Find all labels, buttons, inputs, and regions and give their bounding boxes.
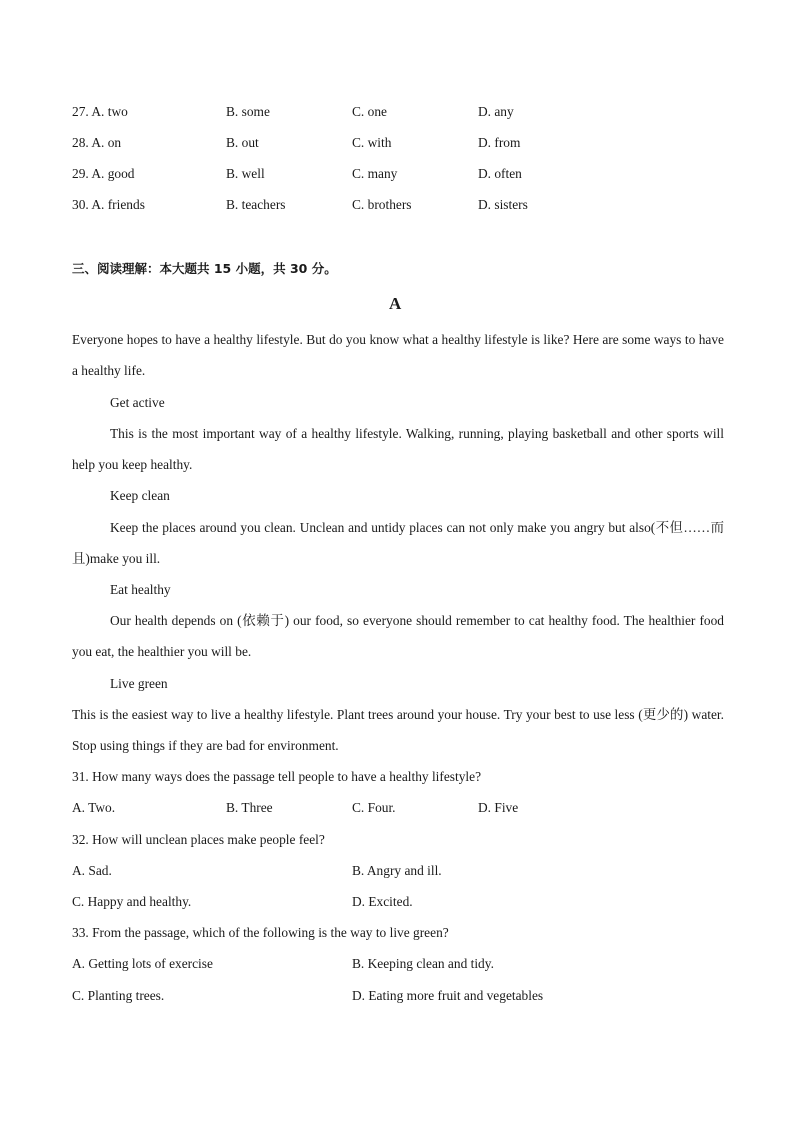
passage-intro: Everyone hopes to have a healthy lifestyle. But do you know what a healthy lifestyle is like? Here are some ways to have a healthy life. <box>72 332 724 378</box>
option-row-27 <box>72 104 732 122</box>
option-a: 27. A. two <box>72 104 128 119</box>
question-33-options-row2 <box>72 988 732 1006</box>
option-d: D. from <box>478 135 521 150</box>
question-33-stem: 33. From the passage, which of the following is the way to live green? <box>72 925 449 940</box>
option-c: C. Four. <box>352 800 396 815</box>
section-heading-get-active: Get active <box>110 395 165 410</box>
question-32-options-row1 <box>72 863 732 881</box>
option-a: 30. A. friends <box>72 197 145 212</box>
question-32-stem: 32. How will unclean places make people feel? <box>72 832 325 847</box>
option-c: C. Happy and healthy. <box>72 894 192 909</box>
option-b: B. Angry and ill. <box>352 863 442 878</box>
option-d: D. Excited. <box>352 894 413 909</box>
section-text-keep-clean: Keep the places around you clean. Unclean and untidy places can not only make you angry but also(不但……而且)make you ill. <box>72 520 724 566</box>
option-d: D. any <box>478 104 514 119</box>
option-d: D. sisters <box>478 197 528 212</box>
option-c: C. many <box>352 166 398 181</box>
option-c: C. Planting trees. <box>72 988 165 1003</box>
option-c: C. brothers <box>352 197 412 212</box>
question-31-options <box>72 800 732 818</box>
option-a: A. Sad. <box>72 863 112 878</box>
option-b: B. some <box>226 104 270 119</box>
option-a: A. Getting lots of exercise <box>72 956 213 971</box>
option-d: D. often <box>478 166 522 181</box>
option-c: C. one <box>352 104 387 119</box>
option-b: B. Three <box>226 800 273 815</box>
option-row-28 <box>72 135 732 153</box>
option-b: B. teachers <box>226 197 286 212</box>
option-b: B. well <box>226 166 265 181</box>
passage-title: A <box>389 294 402 313</box>
option-row-29 <box>72 166 732 184</box>
option-a: 28. A. on <box>72 135 122 150</box>
section-heading-eat-healthy: Eat healthy <box>110 582 171 597</box>
option-d: D. Eating more fruit and vegetables <box>352 988 544 1003</box>
section-heading: 三、阅读理解：本大题共 15 小题，共 30 分。 <box>72 261 337 276</box>
section-heading-live-green: Live green <box>110 676 168 691</box>
option-row-30 <box>72 197 732 215</box>
option-b: B. Keeping clean and tidy. <box>352 956 494 971</box>
section-heading-keep-clean: Keep clean <box>110 488 170 503</box>
question-32-options-row2 <box>72 894 732 912</box>
section-text-live-green: This is the easiest way to live a healthy lifestyle. Plant trees around your house. Try your best to use less (更少的) water. Stop using things if they are bad for environment. <box>72 707 724 753</box>
option-a: A. Two. <box>72 800 116 815</box>
question-31-stem: 31. How many ways does the passage tell people to have a healthy lifestyle? <box>72 769 482 784</box>
option-c: C. with <box>352 135 392 150</box>
option-d: D. Five <box>478 800 519 815</box>
option-b: B. out <box>226 135 259 150</box>
section-text-eat-healthy: Our health depends on (依赖于) our food, so everyone should remember to cat healthy food. The healthier food you eat, the healthier you will be. <box>72 613 724 659</box>
section-text-get-active: This is the most important way of a healthy lifestyle. Walking, running, playing basketball and other sports will help you keep healthy. <box>72 426 724 472</box>
option-a: 29. A. good <box>72 166 135 181</box>
question-33-options-row1 <box>72 956 732 974</box>
